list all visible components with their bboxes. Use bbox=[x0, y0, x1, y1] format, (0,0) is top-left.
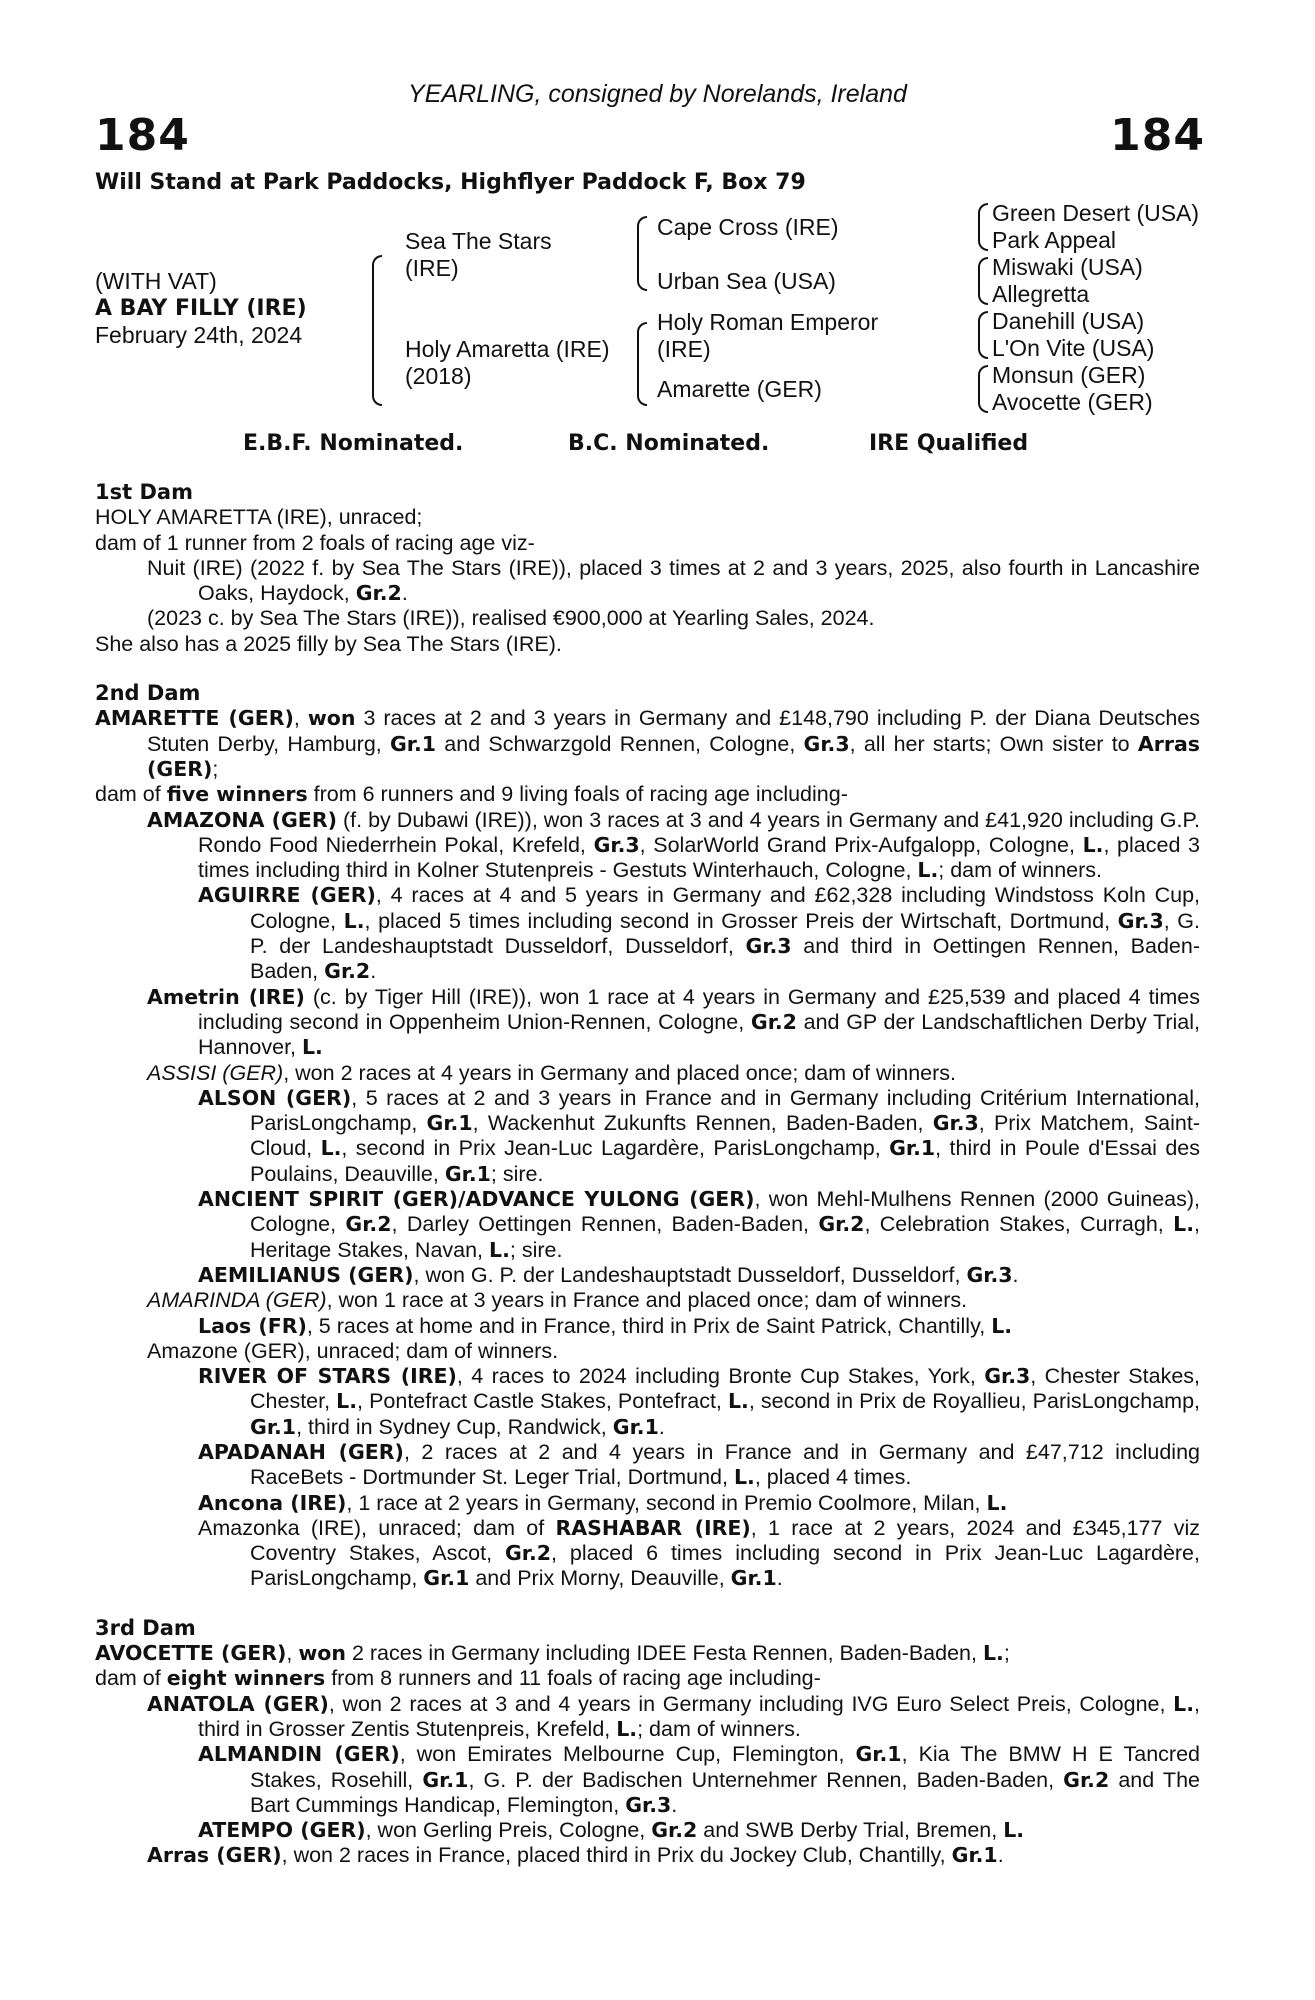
produce-entry-anatola: ANATOLA (GER), won 2 races at 3 and 4 years in Germany including IVG Euro Select Preis, Cologne, L., third in Grosser Zentis Stutenpreis, Krefeld, L.; dam of winners. bbox=[147, 1691, 1200, 1741]
sire-country: (IRE) bbox=[405, 255, 459, 281]
produce-entry-arras: Arras (GER), won 2 races in France, placed third in Prix du Jockey Club, Chantilly, Gr.1. bbox=[147, 1843, 1004, 1868]
foaling-date: February 24th, 2024 bbox=[95, 322, 303, 348]
produce-entry-aemilianus: AEMILIANUS (GER), won G. P. der Landeshauptstadt Dusseldorf, Dusseldorf, Gr.3. bbox=[198, 1262, 1019, 1287]
ancestor-1: Green Desert (USA) bbox=[992, 200, 1200, 226]
brace-g2 bbox=[978, 257, 988, 305]
third-dam-produce-intro: dam of eight winners from 8 runners and 11 foals of racing age including- bbox=[95, 1666, 821, 1691]
produce-entry-atempo: ATEMPO (GER), won Gerling Preis, Cologne, Gr.2 and SWB Derby Trial, Bremen, L. bbox=[198, 1818, 1025, 1843]
brace-dam bbox=[637, 322, 647, 406]
lot-number-right: 184 bbox=[1110, 110, 1205, 161]
ancestor-6: L'On Vite (USA) bbox=[992, 335, 1155, 361]
sire-dam: Urban Sea (USA) bbox=[657, 268, 836, 294]
ancestor-4: Allegretta bbox=[992, 281, 1090, 307]
ire-qualified: IRE Qualified bbox=[869, 431, 1029, 456]
produce-entry-laos: Laos (FR), 5 races at home and in France, third in Prix de Saint Patrick, Chantilly, L. bbox=[198, 1313, 1013, 1338]
dam-sire-country: (IRE) bbox=[657, 336, 711, 362]
section-heading-1st-dam: 1st Dam bbox=[95, 480, 193, 504]
produce-entry-nuit: Nuit (IRE) (2022 f. by Sea The Stars (IRE)), placed 3 times at 2 and 3 years, 2025, also fourth in Lancashire Oaks, Haydock, Gr.2. bbox=[147, 555, 1200, 606]
catalogue-body bbox=[95, 480, 1200, 1869]
ancestor-5: Danehill (USA) bbox=[992, 308, 1145, 334]
lot-number-left: 184 bbox=[95, 110, 190, 161]
horse-name: A BAY FILLY (IRE) bbox=[95, 296, 307, 321]
sire-sire: Cape Cross (IRE) bbox=[657, 214, 839, 240]
produce-entry-amarinda: AMARINDA (GER), won 1 race at 3 years in France and placed once; dam of winners. bbox=[147, 1288, 968, 1313]
produce-entry-river-of-stars: RIVER OF STARS (IRE), 4 races to 2024 including Bronte Cup Stakes, York, Gr.3, Chester Stakes, Chester, L., Pontefract Castle Stakes, Pontefract, L., second in Prix de Royallieu, ParisLongchamp, Gr.1, third in Sydney Cup, Randwick, Gr.1. bbox=[198, 1364, 1201, 1439]
produce-entry-ancona: Ancona (IRE), 1 race at 2 years in Germany, second in Premio Coolmore, Milan, L. bbox=[198, 1490, 1008, 1515]
brace-g4 bbox=[978, 365, 988, 413]
ancestor-3: Miswaki (USA) bbox=[992, 254, 1143, 280]
consignment-header: YEARLING, consigned by Norelands, Ireland bbox=[408, 80, 907, 108]
second-dam-produce-intro: dam of five winners from 6 runners and 9 living foals of racing age including- bbox=[95, 782, 848, 807]
brace-dam-sire bbox=[372, 255, 382, 406]
produce-entry-alson: ALSON (GER), 5 races at 2 and 3 years in France and in Germany including Critérium International, ParisLongchamp, Gr.1, Wackenhut Zukunfts Rennen, Baden-Baden, Gr.3, Prix Matchem, Saint-Cloud, L., second in Prix Jean-Luc Lagardère, ParisLongchamp, Gr.1, third in Poule d'Essai des Poulains, Deauville, Gr.1; sire. bbox=[198, 1085, 1200, 1186]
stand-location: Will Stand at Park Paddocks, Highflyer Paddock F, Box 79 bbox=[95, 170, 806, 195]
produce-entry-amazona: AMAZONA (GER) (f. by Dubawi (IRE)), won 3 races at 3 and 4 years in Germany and £41,920 including G.P. Rondo Food Niederrhein Pokal, Krefeld, Gr.3, SolarWorld Grand Prix-Aufgalopp, Cologne, L., placed 3 times including third in Kolner Stutenpreis - Gestuts Winterhauch, Cologne, L.; dam of winners. bbox=[147, 807, 1201, 883]
first-dam-note: She also has a 2025 filly by Sea The Stars (IRE). bbox=[95, 631, 562, 656]
dam-sire: Holy Roman Emperor bbox=[657, 309, 879, 335]
bc-nomination: B.C. Nominated. bbox=[568, 431, 770, 456]
produce-entry-almandin: ALMANDIN (GER), won Emirates Melbourne Cup, Flemington, Gr.1, Kia The BMW H E Tancred Stakes, Rosehill, Gr.1, G. P. der Badischen Unternehmer Rennen, Baden-Baden, Gr.2 and The Bart Cummings Handicap, Flemington, Gr.3. bbox=[198, 1742, 1200, 1817]
brace-g1 bbox=[978, 203, 988, 251]
dam-year: (2018) bbox=[405, 363, 472, 389]
ancestor-2: Park Appeal bbox=[992, 227, 1117, 253]
vat-label: (WITH VAT) bbox=[95, 268, 217, 294]
sire-name: Sea The Stars bbox=[405, 228, 552, 254]
third-dam-entry: AVOCETTE (GER), won 2 races in Germany including IDEE Festa Rennen, Baden-Baden, L.; bbox=[95, 1641, 1010, 1666]
first-dam-produce-intro: dam of 1 runner from 2 foals of racing age viz- bbox=[95, 530, 535, 555]
ancestor-7: Monsun (GER) bbox=[992, 362, 1146, 388]
ebf-nomination: E.B.F. Nominated. bbox=[243, 431, 464, 456]
section-heading-2nd-dam: 2nd Dam bbox=[95, 681, 201, 706]
dam-name: Holy Amaretta (IRE) bbox=[405, 336, 610, 362]
produce-entry-amazonka: Amazonka (IRE), unraced; dam of RASHABAR (IRE), 1 race at 2 years, 2024 and £345,177 viz Coventry Stakes, Ascot, Gr.2, placed 6 times including second in Prix Jean-Luc Lagardère, ParisLongchamp, Gr.1 and Prix Morny, Deauville, Gr.1. bbox=[198, 1515, 1200, 1591]
produce-entry-amazone: Amazone (GER), unraced; dam of winners. bbox=[147, 1338, 559, 1363]
produce-entry-2023-colt: (2023 c. by Sea The Stars (IRE)), realised €900,000 at Yearling Sales, 2024. bbox=[147, 606, 875, 631]
first-dam-line: HOLY AMARETTA (IRE), unraced; bbox=[95, 505, 423, 530]
dam-dam: Amarette (GER) bbox=[657, 376, 822, 402]
produce-entry-assisi: ASSISI (GER), won 2 races at 4 years in Germany and placed once; dam of winners. bbox=[147, 1060, 957, 1085]
produce-entry-ametrin: Ametrin (IRE) (c. by Tiger Hill (IRE)), won 1 race at 4 years in Germany and £25,539 and placed 4 times including second in Oppenheim Union-Rennen, Cologne, Gr.2 and GP der Landschaftlichen Derby Trial, Hannover, L. bbox=[147, 984, 1200, 1060]
section-heading-3rd-dam: 3rd Dam bbox=[95, 1615, 196, 1640]
produce-entry-aguirre: AGUIRRE (GER), 4 races at 4 and 5 years in Germany and £62,328 including Windstoss Koln Cup, Cologne, L., placed 5 times including second in Grosser Preis der Wirtschaft, Dortmund, Gr.3, G. P. der Landeshauptstadt Dusseldorf, Dusseldorf, Gr.3 and third in Oettingen Rennen, Baden-Baden, Gr.2. bbox=[198, 883, 1200, 984]
produce-entry-ancient-spirit: ANCIENT SPIRIT (GER)/ADVANCE YULONG (GER), won Mehl-Mulhens Rennen (2000 Guineas), Cologne, Gr.2, Darley Oettingen Rennen, Baden-Baden, Gr.2, Celebration Stakes, Curragh, L., Heritage Stakes, Navan, L.; sire. bbox=[198, 1187, 1200, 1262]
brace-g3 bbox=[978, 311, 988, 359]
brace-sire bbox=[637, 216, 647, 291]
produce-entry-apadanah: APADANAH (GER), 2 races at 2 and 4 years in France and in Germany and £47,712 including RaceBets - Dortmunder St. Leger Trial, Dortmund, L., placed 4 times. bbox=[198, 1439, 1200, 1490]
second-dam-entry: AMARETTE (GER), won 3 races at 2 and 3 years in Germany and £148,790 including P. der Diana Deutsches Stuten Derby, Hamburg, Gr.1 and Schwarzgold Rennen, Cologne, Gr.3, all her starts; Own sister to Arras (GER); bbox=[95, 706, 1200, 781]
ancestor-8: Avocette (GER) bbox=[992, 389, 1153, 415]
